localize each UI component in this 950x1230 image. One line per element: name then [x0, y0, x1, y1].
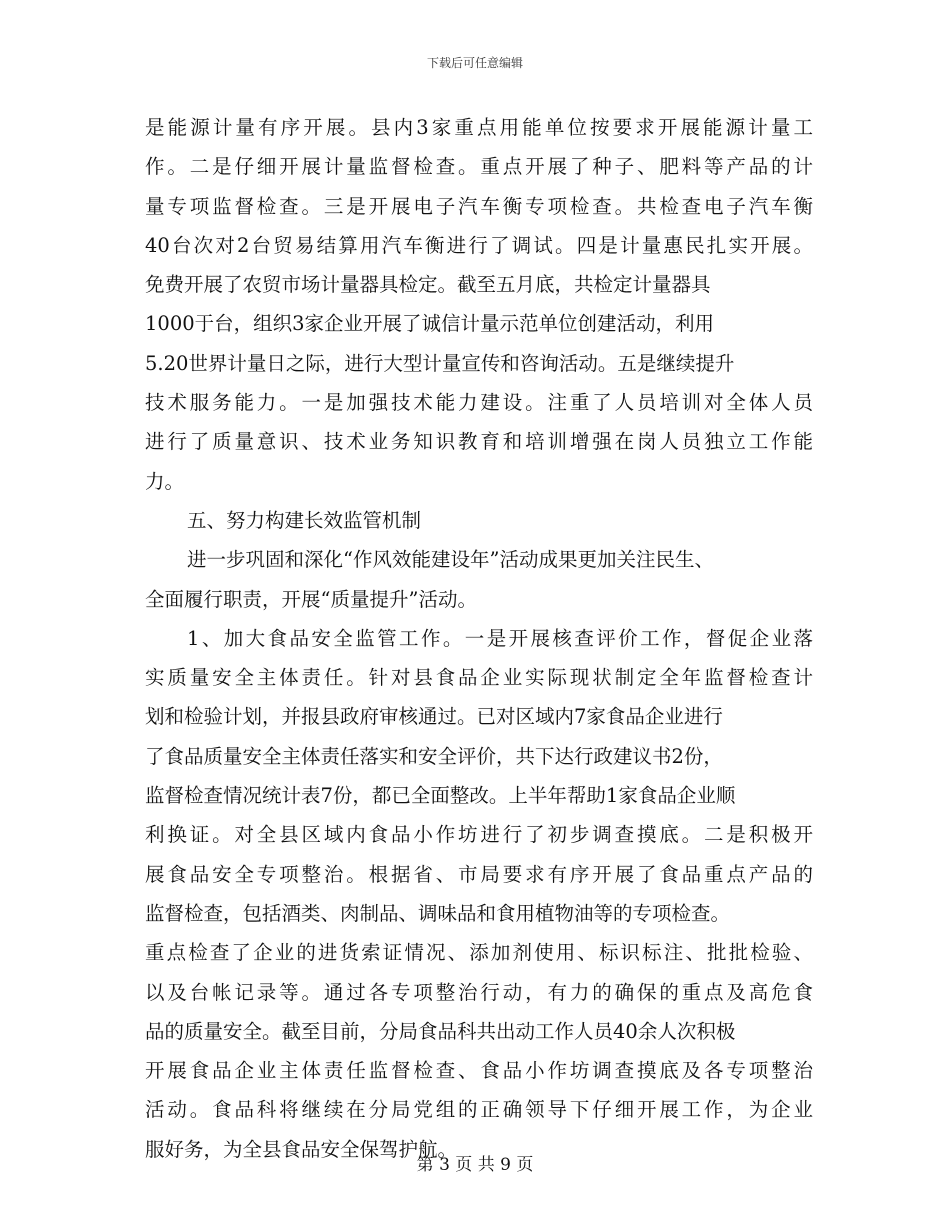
text-line: 40台次对2台贸易结算用汽车衡进行了调试。四是计量惠民扎实开展。: [145, 233, 813, 257]
text-line: 监督检查，包括酒类、肉制品、调味品和食用植物油等的专项检查。: [145, 901, 731, 925]
text-line: 实质量安全主体责任。针对县食品企业实际现状制定全年监督检查计: [145, 666, 813, 690]
text-line: 进一步巩固和深化“作风效能建设年”活动成果更加关注民生、: [187, 548, 714, 572]
body-text: [145, 108, 813, 1169]
text-line: 品的质量安全。截至目前，分局食品科共出动工作人员40余人次积极: [145, 1019, 736, 1043]
text-line: 重点检查了企业的进货索证情况、添加剂使用、标识标注、批批检验、: [145, 941, 813, 965]
text-line: 监督检查情况统计表7份，都已全面整改。上半年帮助1家食品企业顺: [145, 784, 736, 808]
text-line: 展食品安全专项整治。根据省、市局要求有序开展了食品重点产品的: [145, 862, 813, 886]
text-line: 服好务，为全县食品安全保驾护航。: [145, 1137, 458, 1161]
text-line: 以及台帐记录等。通过各专项整治行动，有力的确保的重点及高危食: [145, 980, 813, 1004]
text-line: 5.20世界计量日之际，进行大型计量宣传和咨询活动。五是继续提升: [145, 351, 735, 375]
text-line: 免费开展了农贸市场计量器具检定。截至五月底，共检定计量器具: [145, 273, 711, 297]
section-heading: 五、努力构建长效监管机制: [187, 508, 422, 532]
text-line: 了食品质量安全主体责任落实和安全评价，共下达行政建议书2份，: [145, 744, 723, 768]
text-line: 活动。食品科将继续在分局党组的正确领导下仔细开展工作，为企业: [145, 1098, 813, 1122]
text-line: 1、加大食品安全监管工作。一是开展核查评价工作，督促企业落: [187, 626, 813, 650]
page-header: 下载后可任意编辑: [426, 56, 523, 70]
text-line: 作。二是仔细开展计量监督检查。重点开展了种子、肥料等产品的计: [145, 155, 813, 179]
text-line: 利换证。对全县区域内食品小作坊进行了初步调查摸底。二是积极开: [145, 823, 813, 847]
text-line: 力。: [145, 469, 185, 493]
text-line: 全面履行职责，开展“质量提升”活动。: [145, 587, 477, 611]
text-line: 进行了质量意识、技术业务知识教育和培训增强在岗人员独立工作能: [145, 430, 813, 454]
text-line: 技术服务能力。一是加强技术能力建设。注重了人员培训对全体人员: [145, 391, 813, 415]
page-number: 第 3 页 共 9 页: [416, 1155, 534, 1175]
text-line: 开展食品企业主体责任监督检查、食品小作坊调查摸底及各专项整治: [145, 1059, 813, 1083]
text-line: 是能源计量有序开展。县内3家重点用能单位按要求开展能源计量工: [145, 116, 813, 139]
text-line: 1000于台，组织3家企业开展了诚信计量示范单位创建活动，利用: [145, 312, 715, 336]
text-line: 划和检验计划，并报县政府审核通过。已对区域内7家食品企业进行: [145, 705, 723, 729]
text-line: 量专项监督检查。三是开展电子汽车衡专项检查。共检查电子汽车衡: [145, 194, 813, 218]
